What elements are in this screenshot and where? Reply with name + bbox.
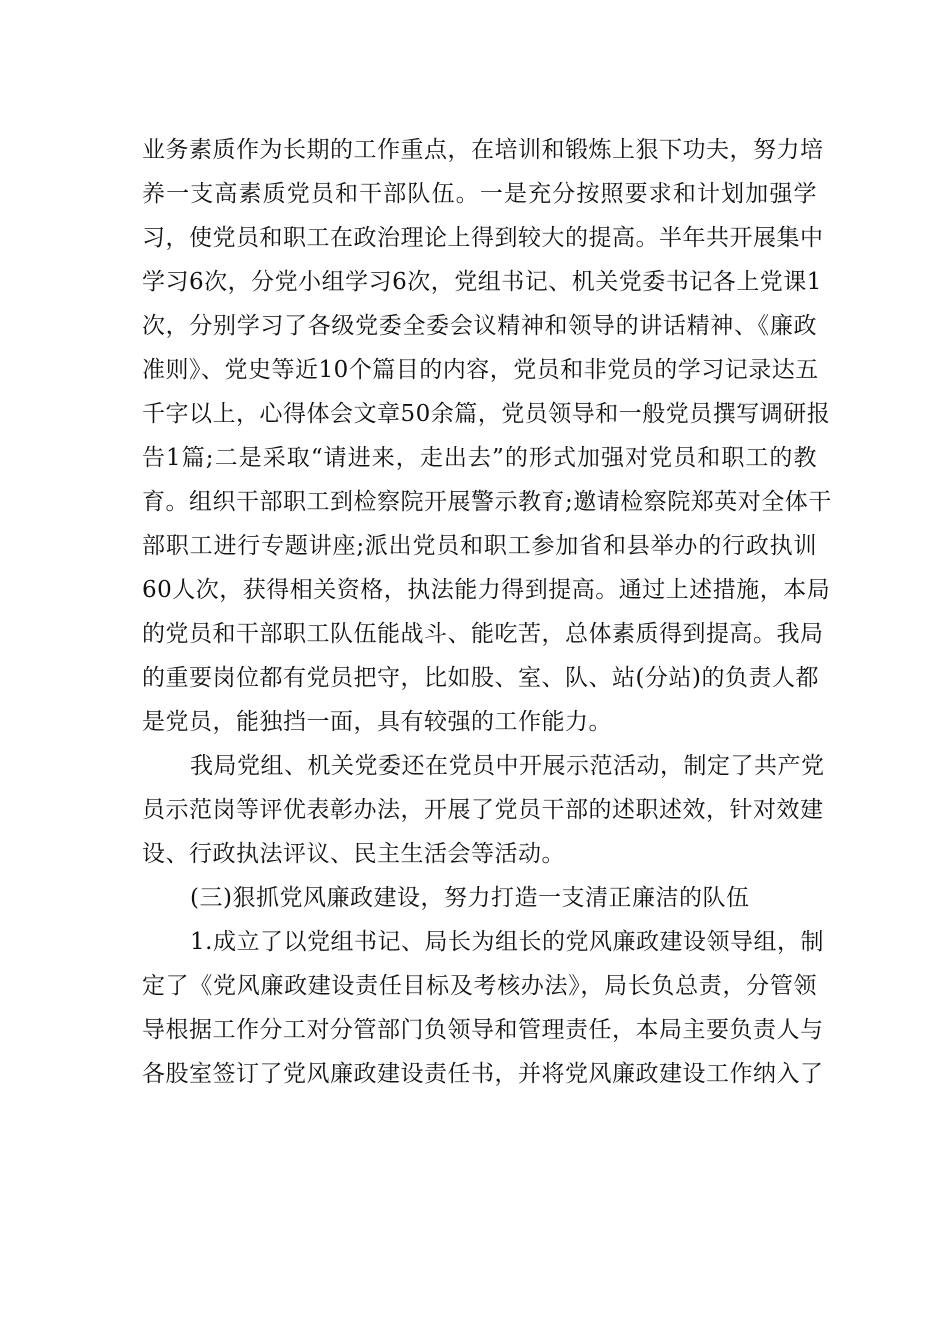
- text-line: 养一支高素质党员和干部队伍。一是充分按照要求和计划加强学: [142, 181, 817, 207]
- paragraph-1: [142, 128, 832, 744]
- paragraph-2: [142, 744, 825, 876]
- text-line: 60人次，获得相关资格，执法能力得到提高。通过上述措施，本局: [142, 577, 831, 603]
- text-line: 1.成立了以党组书记、局长为组长的党风廉政建设领导组，制: [190, 929, 824, 955]
- text-line: 习，使党员和职工在政治理论上得到较大的提高。半年共开展集中: [142, 225, 824, 251]
- text-line: 的重要岗位都有党员把守，比如股、室、队、站(分站)的负责人都: [142, 665, 819, 691]
- text-line: 次，分别学习了各级党委全委会议精神和领导的讲话精神、《廉政: [142, 313, 817, 339]
- text-line: 业务素质作为长期的工作重点，在培训和锻炼上狠下功夫，努力培: [142, 137, 824, 163]
- text-line: 各股室签订了党风廉政建设责任书，并将党风廉政建设工作纳入了: [142, 1061, 824, 1087]
- text-line: 告1篇;二是采取“请进来，走出去”的形式加强对党员和职工的教: [142, 445, 817, 471]
- text-line: 育。组织干部职工到检察院开展警示教育;邀请检察院郑英对全体干: [142, 489, 832, 515]
- text-line: 是党员，能独挡一面，具有较强的工作能力。: [142, 709, 612, 735]
- document-body: [142, 128, 832, 1096]
- text-line: 我局党组、机关党委还在党员中开展示范活动，制定了共产党: [190, 753, 825, 779]
- text-line: 定了《党风廉政建设责任目标及考核办法》，局长负总责，分管领: [142, 973, 817, 999]
- heading-line: (三)狠抓党风廉政建设，努力打造一支清正廉洁的队伍: [190, 885, 750, 911]
- text-line: 导根据工作分工对分管部门负领导和管理责任，本局主要负责人与: [142, 1017, 824, 1043]
- text-line: 千字以上，心得体会文章50余篇，党员领导和一般党员撰写调研报: [142, 401, 831, 427]
- text-line: 准则》、党史等近10个篇目的内容，党员和非党员的学习记录达五: [142, 357, 819, 383]
- text-line: 设、行政执法评议、民主生活会等活动。: [142, 841, 565, 867]
- section-heading: [142, 876, 817, 920]
- paragraph-4: [142, 920, 824, 1096]
- text-line: 学习6次，分党小组学习6次，党组书记、机关党委书记各上党课1: [142, 269, 822, 295]
- text-line: 部职工进行专题讲座;派出党员和职工参加省和县举办的行政执训: [142, 533, 817, 559]
- text-line: 员示范岗等评优表彰办法，开展了党员干部的述职述效，针对效建: [142, 797, 824, 823]
- text-line: 的党员和干部职工队伍能战斗、能吃苦，总体素质得到提高。我局: [142, 621, 824, 647]
